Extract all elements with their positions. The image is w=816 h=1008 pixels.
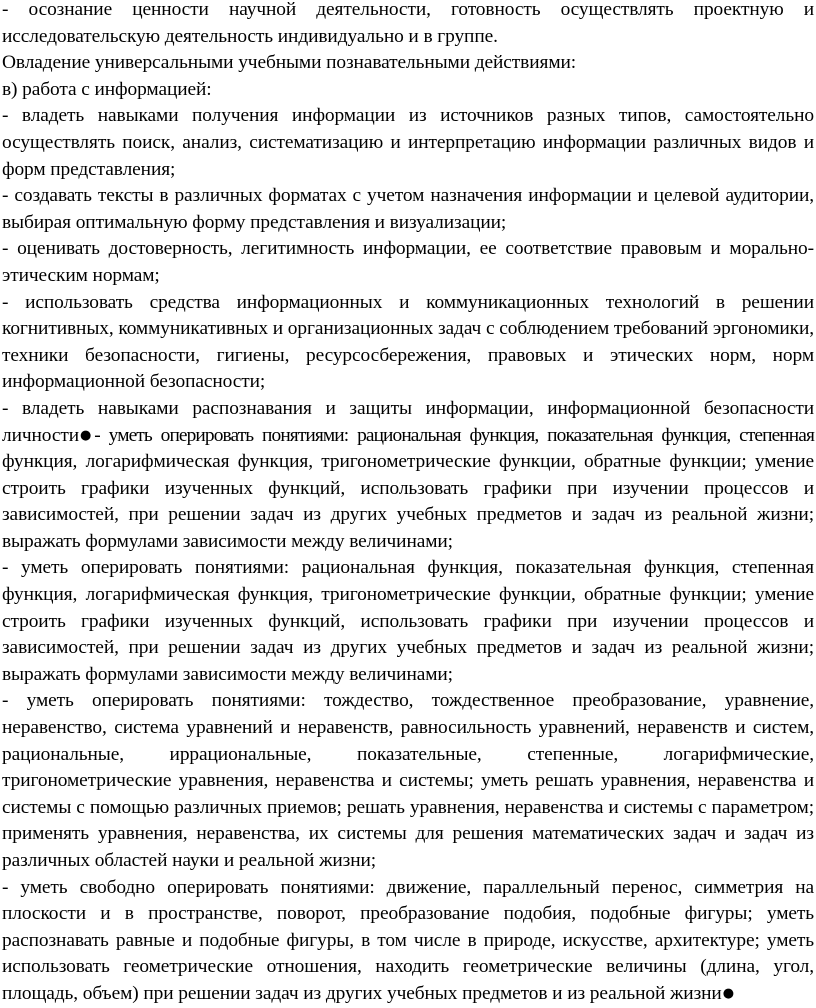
list-item-ict-tools: - использовать средства информационных и коммуникационных технологий в решении когнитивных, коммуникативных и организационных задач с соблюдением требований эргономики, техники безопасности, гигиены, ресурсосбережения, правовых и этических норм, норм информационной безопасности; xyxy=(2,291,814,393)
info-protection-text: - владеть навыками распознавания и защиты информации, информационной безопасности личности xyxy=(2,397,814,446)
section-heading-cognitive-actions: Овладение универсальными учебными познавательными действиями: xyxy=(2,52,577,74)
list-item-create-texts: - создавать тексты в различных форматах с учетом назначения информации и целевой аудитории, выбирая оптимальную форму представления и визуализации; xyxy=(2,185,814,233)
bullet-icon: ● xyxy=(80,427,92,443)
list-item-equations: - уметь оперировать понятиями: тождество, тождественное преобразование, уравнение, неравенство, система уравнений и неравенств, равносильность уравнений, неравенств и систем, рациональные, иррациональные, показательные, степенные, логарифмические, тригонометрические уравнения, неравенства и системы; уметь решать уравнения, неравенства и системы с помощью различных приемов; решать уравнения, неравенства и системы с параметром; применять уравнения, неравенства, их системы для решения математических задач и задач из различных областей науки и реальной жизни; xyxy=(2,690,814,871)
list-item-geometry xyxy=(2,875,814,1008)
list-item-evaluate-reliability: - оценивать достоверность, легитимность информации, ее соответствие правовым и морально-этическим нормам; xyxy=(2,238,814,286)
list-item-functions: - уметь оперировать понятиями: рациональная функция, показательная функция, степенная функция, логарифмическая функция, тригонометрические функции, обратные функции; умение строить графики изученных функций, использовать графики при изучении процессов и зависимостей, при решении задач из других учебных предметов и задач из реальной жизни; выражать формулами зависимости между величинами; xyxy=(2,557,814,685)
functions-inline-text: - уметь оперировать понятиями: рациональная функция, показательная функция, степенная xyxy=(94,424,814,446)
list-item-information-sources: - владеть навыками получения информации из источников разных типов, самостоятельно осуществлять поиск, анализ, систематизацию и интерпретацию информации различных видов и форм представления; xyxy=(2,105,814,180)
list-item-info-protection xyxy=(2,396,814,556)
functions-continuation-text: функция, логарифмическая функция, тригонометрические функции, обратные функции; умение строить графики изученных функций, использовать графики при изучении процессов и зависимостей, при решении задач из других учебных предметов и задач из реальной жизни; выражать формулами зависимости между величинами; xyxy=(2,451,814,552)
subsection-heading-information: в) работа с информацией: xyxy=(2,78,212,100)
bullet-icon: ● xyxy=(722,985,734,1001)
geometry-text: - уметь свободно оперировать понятиями: движение, параллельный перенос, симметрия на плоскости и в пространстве, поворот, преобразование подобия, подобные фигуры; уметь распознавать равные и подобные фигуры, в том числе в природе, искусстве, архитектуре; уметь использовать геометрические отношения, находить геометрические величины (длина, угол, площадь, объем) при решении задач из других учебных предметов и из реальной жизни xyxy=(2,876,814,1004)
paragraph-values-of-science: - осознание ценности научной деятельности, готовность осуществлять проектную и исследовательскую деятельность индивидуально и в группе. xyxy=(2,0,814,47)
